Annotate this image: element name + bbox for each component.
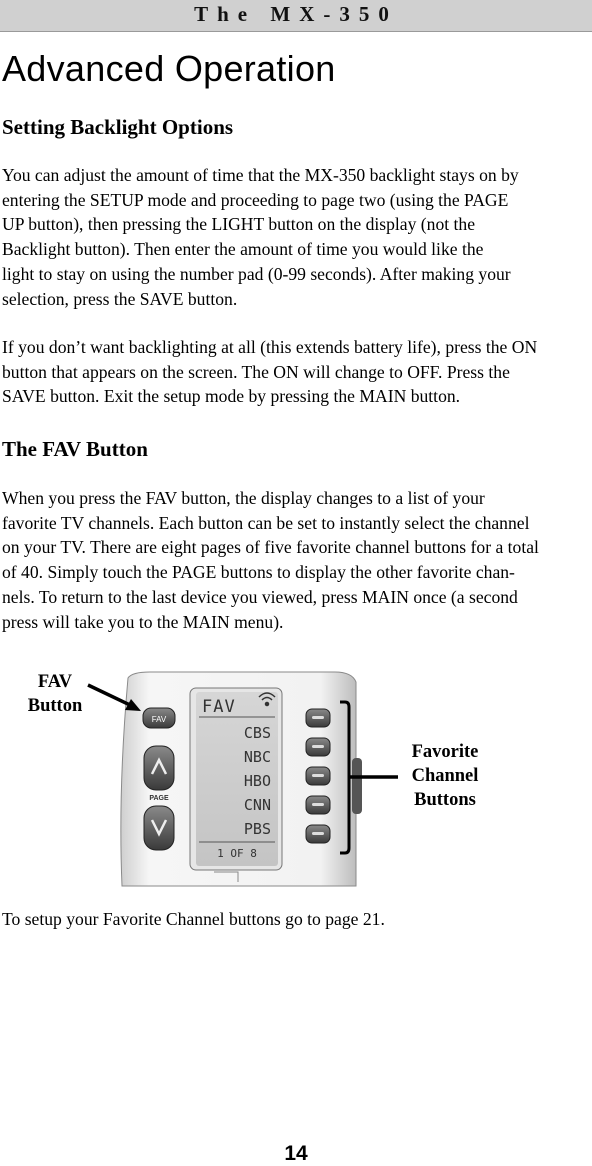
favorite-channel-button-5[interactable] (306, 825, 330, 843)
page-title: Advanced Operation (2, 48, 336, 89)
page-number: 14 (284, 1142, 308, 1165)
text-line: SAVE button. Exit the setup mode by pressing the MAIN button. (2, 386, 461, 407)
remote-figure (0, 670, 592, 890)
channel-cnn[interactable]: CNN (243, 796, 271, 814)
channel-pbs[interactable]: PBS (243, 820, 271, 838)
favorite-channel-button-3[interactable] (306, 767, 330, 785)
text-line: button that appears on the screen. The ON will change to OFF. Press the (2, 361, 510, 382)
page-up-button[interactable] (144, 746, 174, 790)
callout-line: Channel (411, 766, 479, 786)
text-line: light to stay on using the number pad (0-99 seconds). After making your (2, 263, 511, 284)
text-line: UP button), then pressing the LIGHT button on the display (not the (2, 214, 476, 235)
text-line: entering the SETUP mode and proceeding to page two (using the PAGE (2, 189, 509, 210)
paragraph-backlight-2 (2, 335, 592, 409)
text-line: If you don’t want backlighting at all (this extends battery life), press the ON (2, 337, 538, 357)
channel-hbo[interactable]: HBO (243, 772, 271, 790)
paragraph-backlight-1 (2, 163, 592, 311)
fav-button-label: FAV (151, 715, 167, 724)
lcd-page-indicator: 1 OF 8 (217, 847, 257, 860)
lcd-channel-list (244, 724, 271, 838)
callout-line: Buttons (414, 790, 476, 810)
lcd-title: FAV (202, 697, 236, 717)
side-rocker (352, 758, 362, 814)
text-line: selection, press the SAVE button. (2, 288, 238, 309)
callout-line: FAV (37, 672, 73, 692)
text-line: Backlight button). Then enter the amount of time you would like the (2, 239, 484, 260)
pointer-arrow (88, 685, 132, 706)
callout-line: Favorite (411, 742, 479, 762)
page-down-button[interactable] (144, 806, 174, 850)
header-bar (0, 0, 592, 32)
page-label: PAGE (149, 795, 169, 802)
favorite-channel-button-4[interactable] (306, 796, 330, 814)
channel-nbc[interactable]: NBC (243, 748, 271, 766)
channel-cbs[interactable]: CBS (243, 724, 271, 742)
favorite-channel-button-1[interactable] (306, 709, 330, 727)
fav-button[interactable] (143, 708, 175, 728)
text-line: of 40. Simply touch the PAGE buttons to display the other favorite chan- (2, 562, 515, 583)
header-title: The MX-350 (194, 2, 398, 26)
section-heading-fav: The FAV Button (2, 437, 148, 461)
text-line: nels. To return to the last device you viewed, press MAIN once (a second (2, 586, 518, 607)
section-heading-backlight: Setting Backlight Options (2, 115, 234, 139)
text-line: You can adjust the amount of time that the MX-350 backlight stays on by (2, 165, 519, 185)
text-line: favorite TV channels. Each button can be set to instantly select the channel (2, 512, 530, 533)
text-line: When you press the FAV button, the display changes to a list of your (2, 488, 485, 508)
text-line: on your TV. There are eight pages of five favorite channel buttons for a total (2, 537, 539, 558)
callout-line: Button (27, 696, 83, 716)
footer-note: To setup your Favorite Channel buttons go to page 21. (2, 909, 385, 929)
remote-illustration (0, 670, 592, 890)
paragraph-fav (2, 486, 592, 634)
favorite-channel-button-2[interactable] (306, 738, 330, 756)
text-line: press will take you to the MAIN menu). (2, 611, 284, 632)
